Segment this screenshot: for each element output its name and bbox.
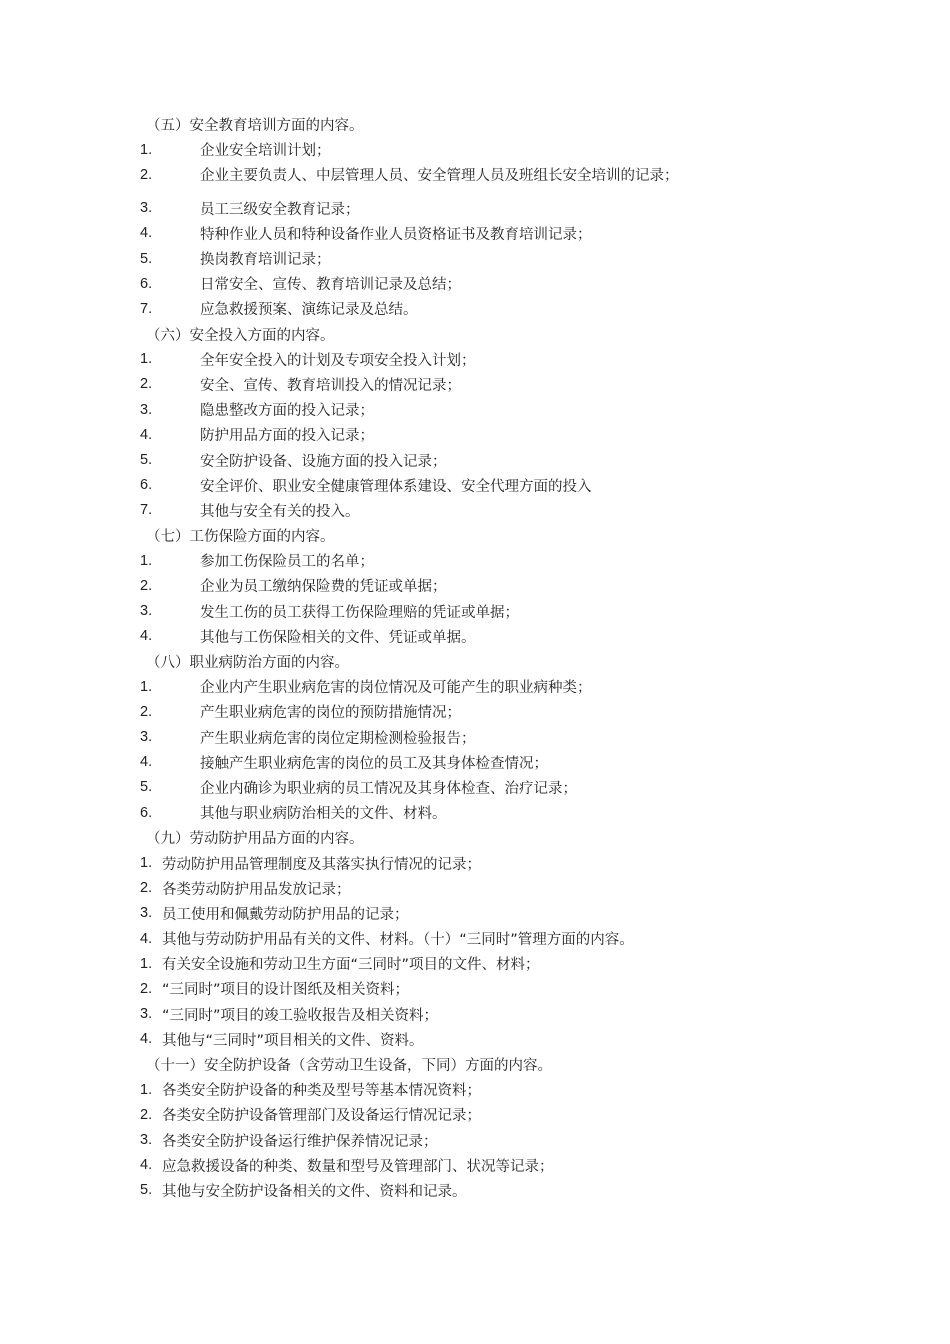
list-item-text: 全年安全投入的计划及专项安全投入计划； xyxy=(200,352,476,369)
list-item-number: 5. xyxy=(140,1182,153,1199)
list-item-text: 企业为员工缴纳保险费的凭证或单据； xyxy=(200,579,447,596)
list-item xyxy=(140,296,780,321)
section-heading xyxy=(140,825,780,850)
list-item xyxy=(140,422,780,447)
list-item-text: 其他与“三同时”项目相关的文件、资料。 xyxy=(162,1032,424,1049)
list-item-number: 1. xyxy=(140,141,153,158)
list-item xyxy=(140,246,780,271)
list-item-number: 3. xyxy=(140,603,153,620)
list-item-text: 接触产生职业病危害的岗位的员工及其身体检查情况； xyxy=(200,755,548,772)
section-heading-text: （十一）安全防护设备（含劳动卫生设备，下同）方面的内容。 xyxy=(146,1058,552,1075)
list-item-number: 3. xyxy=(140,401,153,418)
list-item-text: 应急救援预案、演练记录及总结。 xyxy=(200,302,418,319)
list-item xyxy=(140,901,780,926)
list-item-number: 3. xyxy=(140,1132,153,1149)
list-item xyxy=(140,1027,780,1052)
list-item xyxy=(140,926,780,951)
list-item-number: 4. xyxy=(140,930,153,947)
list-item-text: 有关安全设施和劳动卫生方面“三同时”项目的文件、材料； xyxy=(162,957,540,974)
list-item-text: 企业内产生职业病危害的岗位情况及可能产生的职业病种类； xyxy=(200,680,592,697)
list-item-text: 发生工伤的员工获得工伤保险理赔的凭证或单据； xyxy=(200,604,519,621)
list-item-text: 产生职业病危害的岗位的预防措施情况； xyxy=(200,705,461,722)
list-item xyxy=(140,137,780,162)
list-item-text: 企业内确诊为职业病的员工情况及其身体检查、治疗记录； xyxy=(200,780,577,797)
list-item-text: 各类安全防护设备管理部门及设备运行情况记录； xyxy=(162,1108,481,1125)
list-item-number: 5. xyxy=(140,250,153,267)
list-item-text: 劳动防护用品管理制度及其落实执行情况的记录； xyxy=(162,856,481,873)
list-item-number: 1. xyxy=(140,552,153,569)
list-item-number: 1. xyxy=(140,351,153,368)
list-item xyxy=(140,750,780,775)
list-item-text: 各类安全防护设备运行维护保养情况记录； xyxy=(162,1133,438,1150)
list-item-text: 防护用品方面的投入记录； xyxy=(200,428,374,445)
list-item-text: “三同时”项目的设计图纸及相关资料； xyxy=(162,982,410,999)
section-heading xyxy=(140,523,780,548)
list-item-number: 2. xyxy=(140,166,153,183)
list-item-number: 2. xyxy=(140,1106,153,1123)
list-item xyxy=(140,162,780,187)
list-item-text: 企业主要负责人、中层管理人员、安全管理人员及班组长安全培训的记录； xyxy=(200,168,679,185)
list-item-text: 各类劳动防护用品发放记录； xyxy=(162,881,351,898)
section-heading xyxy=(140,649,780,674)
list-item xyxy=(140,1102,780,1127)
list-item-text: 员工使用和佩戴劳动防护用品的记录； xyxy=(162,906,409,923)
list-item xyxy=(140,447,780,472)
list-item-number: 2. xyxy=(140,577,153,594)
list-item-text: 参加工伤保险员工的名单； xyxy=(200,554,374,571)
list-item-number: 7. xyxy=(140,502,153,519)
list-item xyxy=(140,800,780,825)
list-item-number: 3. xyxy=(140,905,153,922)
list-item-text: 其他与工伤保险相关的文件、凭证或单据。 xyxy=(200,629,476,646)
list-item xyxy=(140,196,780,221)
list-item xyxy=(140,548,780,573)
list-item-text: 特种作业人员和特种设备作业人员资格证书及教育培训记录； xyxy=(200,226,592,243)
section-heading-text: （八）职业病防治方面的内容。 xyxy=(146,655,349,672)
list-item-text: 其他与职业病防治相关的文件、材料。 xyxy=(200,806,447,823)
list-item-number: 2. xyxy=(140,980,153,997)
list-item xyxy=(140,876,780,901)
list-item-text: 应急救援设备的种类、数量和型号及管理部门、状况等记录； xyxy=(162,1158,554,1175)
list-item xyxy=(140,850,780,875)
list-item xyxy=(140,473,780,498)
list-item-number: 2. xyxy=(140,703,153,720)
list-item-number: 5. xyxy=(140,779,153,796)
list-item xyxy=(140,221,780,246)
list-item xyxy=(140,271,780,296)
list-item-text: 安全、宣传、教育培训投入的情况记录； xyxy=(200,377,461,394)
list-item xyxy=(140,347,780,372)
section-heading-text: （七）工伤保险方面的内容。 xyxy=(146,529,335,546)
list-item-number: 1. xyxy=(140,855,153,872)
list-item-number: 5. xyxy=(140,452,153,469)
list-item-number: 6. xyxy=(140,477,153,494)
list-item-number: 2. xyxy=(140,880,153,897)
list-item-number: 4. xyxy=(140,1157,153,1174)
list-item-number: 4. xyxy=(140,754,153,771)
list-item-text: 产生职业病危害的岗位定期检测检验报告； xyxy=(200,730,476,747)
list-item-number: 1. xyxy=(140,1081,153,1098)
list-item-number: 4. xyxy=(140,225,153,242)
list-item-text: 其他与安全防护设备相关的文件、资料和记录。 xyxy=(162,1183,467,1200)
document-body xyxy=(140,112,780,1203)
list-item-number: 1. xyxy=(140,955,153,972)
list-item-number: 4. xyxy=(140,1031,153,1048)
list-item-text: 换岗教育培训记录； xyxy=(200,252,331,269)
list-item xyxy=(140,674,780,699)
list-item-text: 日常安全、宣传、教育培训记录及总结； xyxy=(200,277,461,294)
list-item-text: 安全评价、职业安全健康管理体系建设、安全代理方面的投入 xyxy=(200,478,592,495)
list-item xyxy=(140,1153,780,1178)
list-item xyxy=(140,976,780,1001)
list-item xyxy=(140,1128,780,1153)
list-item-number: 3. xyxy=(140,200,153,217)
list-item-text: 隐患整改方面的投入记录； xyxy=(200,403,374,420)
section-heading xyxy=(140,1052,780,1077)
list-item-number: 3. xyxy=(140,1006,153,1023)
list-item xyxy=(140,775,780,800)
list-item xyxy=(140,1178,780,1203)
list-item xyxy=(140,397,780,422)
list-item xyxy=(140,951,780,976)
list-item xyxy=(140,573,780,598)
list-item-text: 各类安全防护设备的种类及型号等基本情况资料； xyxy=(162,1083,481,1100)
list-item-number: 4. xyxy=(140,426,153,443)
list-item-text: 企业安全培训计划； xyxy=(200,143,331,160)
list-item-text: 其他与安全有关的投入。 xyxy=(200,503,360,520)
list-item-number: 3. xyxy=(140,729,153,746)
list-item-number: 7. xyxy=(140,300,153,317)
list-item xyxy=(140,624,780,649)
list-item xyxy=(140,498,780,523)
list-item-number: 2. xyxy=(140,376,153,393)
list-item-number: 6. xyxy=(140,804,153,821)
list-item xyxy=(140,1002,780,1027)
list-item-number: 1. xyxy=(140,678,153,695)
section-heading-text: （九）劳动防护用品方面的内容。 xyxy=(146,831,364,848)
list-item-number: 4. xyxy=(140,628,153,645)
section-heading xyxy=(140,112,780,137)
list-item-text: “三同时”项目的竣工验收报告及相关资料； xyxy=(162,1007,439,1024)
list-item-text: 其他与劳动防护用品有关的文件、材料。（十）“三同时”管理方面的内容。 xyxy=(162,932,634,949)
list-item xyxy=(140,725,780,750)
section-heading-text: （六）安全投入方面的内容。 xyxy=(146,327,335,344)
list-item-number: 6. xyxy=(140,275,153,292)
section-heading xyxy=(140,322,780,347)
list-item-text: 员工三级安全教育记录； xyxy=(200,201,360,218)
list-item xyxy=(140,1077,780,1102)
list-item xyxy=(140,699,780,724)
list-item-text: 安全防护设备、设施方面的投入记录； xyxy=(200,453,447,470)
list-item xyxy=(140,372,780,397)
section-heading-text: （五）安全教育培训方面的内容。 xyxy=(146,118,364,135)
list-item xyxy=(140,599,780,624)
